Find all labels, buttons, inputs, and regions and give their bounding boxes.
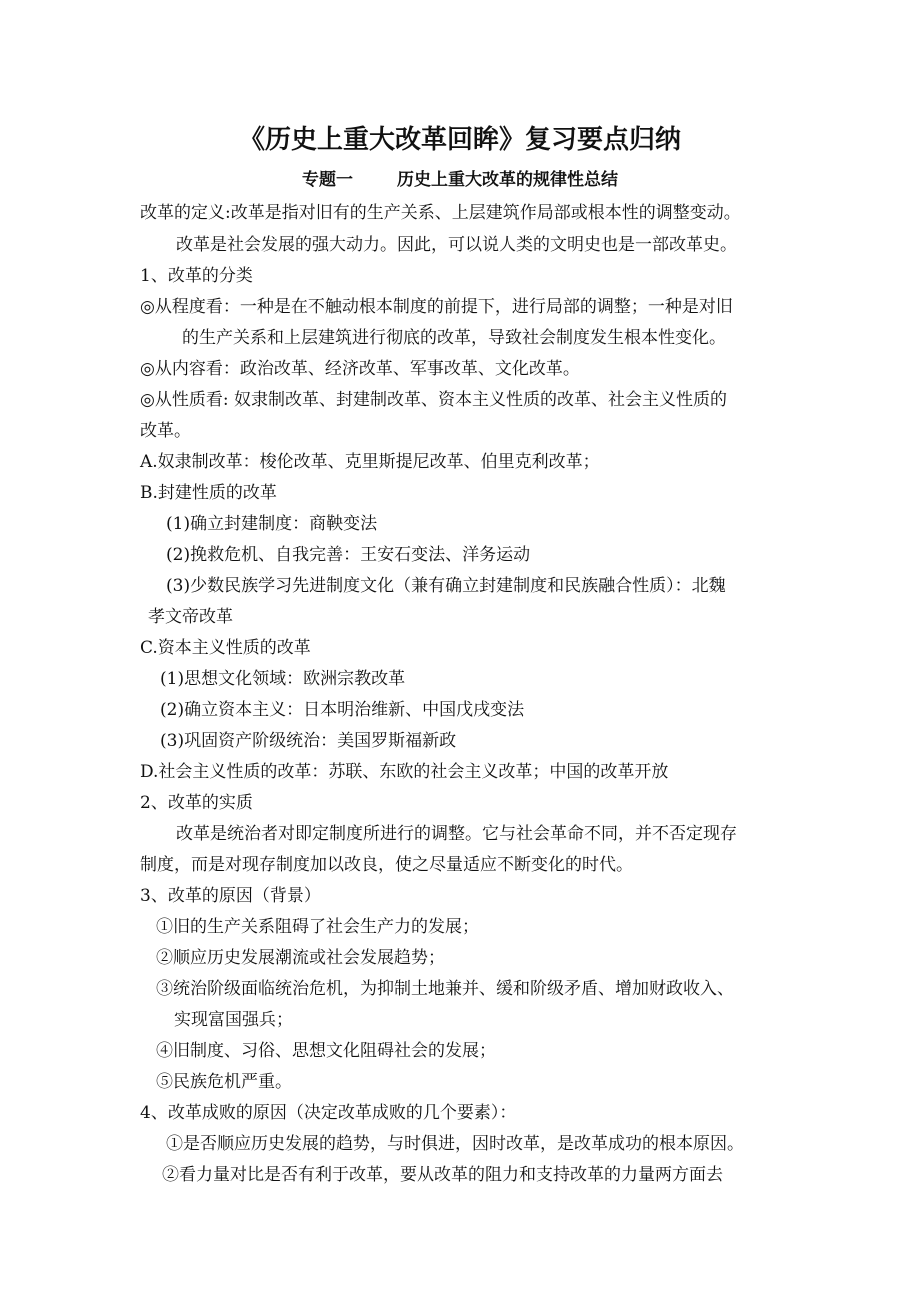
text-line: B.封建性质的改革 — [140, 483, 277, 503]
text-line: 孝文帝改革 — [148, 607, 233, 627]
text-line: ②顺应历史发展潮流或社会发展趋势； — [156, 948, 445, 968]
text-line: 实现富国强兵； — [174, 1010, 293, 1030]
section-heading — [0, 167, 920, 193]
section-label: 专题一 — [302, 170, 353, 190]
text-line: 3、改革的原因（背景） — [140, 886, 321, 906]
text-line: ⑤民族危机严重。 — [156, 1072, 292, 1092]
text-line: 制度，而是对现存制度加以改良，使之尽量适应不断变化的时代。 — [140, 855, 633, 875]
text-line: A.奴隶制改革：梭伦改革、克里斯提尼改革、伯里克利改革； — [140, 452, 600, 472]
text-line: (3)少数民族学习先进制度文化（兼有确立封建制度和民族融合性质）：北魏 — [166, 576, 726, 596]
text-line: 改革的定义:改革是指对旧有的生产关系、上层建筑作局部或根本性的调整变动。 — [140, 203, 741, 223]
text-line: ◎从内容看：政治改革、经济改革、军事改革、文化改革。 — [140, 359, 580, 379]
text-line: ③统治阶级面临统治危机，为抑制土地兼并、缓和阶级矛盾、增加财政收入、 — [156, 979, 734, 999]
text-line: (2)确立资本主义：日本明治维新、中国戊戌变法 — [160, 700, 525, 720]
text-line: (3)巩固资产阶级统治：美国罗斯福新政 — [160, 731, 457, 751]
text-line: ②看力量对比是否有利于改革，要从改革的阻力和支持改革的力量两方面去 — [162, 1165, 723, 1185]
text-line: (1)确立封建制度：商鞅变法 — [166, 514, 378, 534]
text-line: (1)思想文化领域：欧洲宗教改革 — [160, 669, 406, 689]
text-line: ◎从程度看：一种是在不触动根本制度的前提下，进行局部的调整；一种是对旧 — [140, 297, 733, 317]
text-line: ①旧的生产关系阻碍了社会生产力的发展； — [156, 917, 479, 937]
text-line: C.资本主义性质的改革 — [140, 638, 311, 658]
text-line: 改革是社会发展的强大动力。因此，可以说人类的文明史也是一部改革史。 — [176, 235, 737, 255]
document-title: 《历史上重大改革回眸》复习要点归纳 — [238, 125, 681, 155]
text-line: D.社会主义性质的改革：苏联、东欧的社会主义改革；中国的改革开放 — [140, 762, 669, 782]
text-line: ◎从性质看: 奴隶制改革、封建制改革、资本主义性质的改革、社会主义性质的 — [140, 390, 727, 410]
section-title: 历史上重大改革的规律性总结 — [397, 170, 618, 190]
text-line: 2、改革的实质 — [140, 793, 253, 813]
text-line: ①是否顺应历史发展的趋势，与时俱进，因时改革，是改革成功的根本原因。 — [166, 1134, 744, 1154]
text-line: 1、改革的分类 — [140, 266, 253, 286]
text-line: (2)挽救危机、自我完善：王安石变法、洋务运动 — [166, 545, 531, 565]
text-line: 的生产关系和上层建筑进行彻底的改革，导致社会制度发生根本性变化。 — [182, 328, 726, 348]
text-line: 改革。 — [140, 421, 191, 441]
text-line: ④旧制度、习俗、思想文化阻碍社会的发展； — [156, 1041, 496, 1061]
text-line: 4、改革成败的原因（决定改革成败的几个要素）： — [140, 1103, 517, 1123]
text-line: 改革是统治者对即定制度所进行的调整。它与社会革命不同，并不否定现存 — [176, 824, 737, 844]
